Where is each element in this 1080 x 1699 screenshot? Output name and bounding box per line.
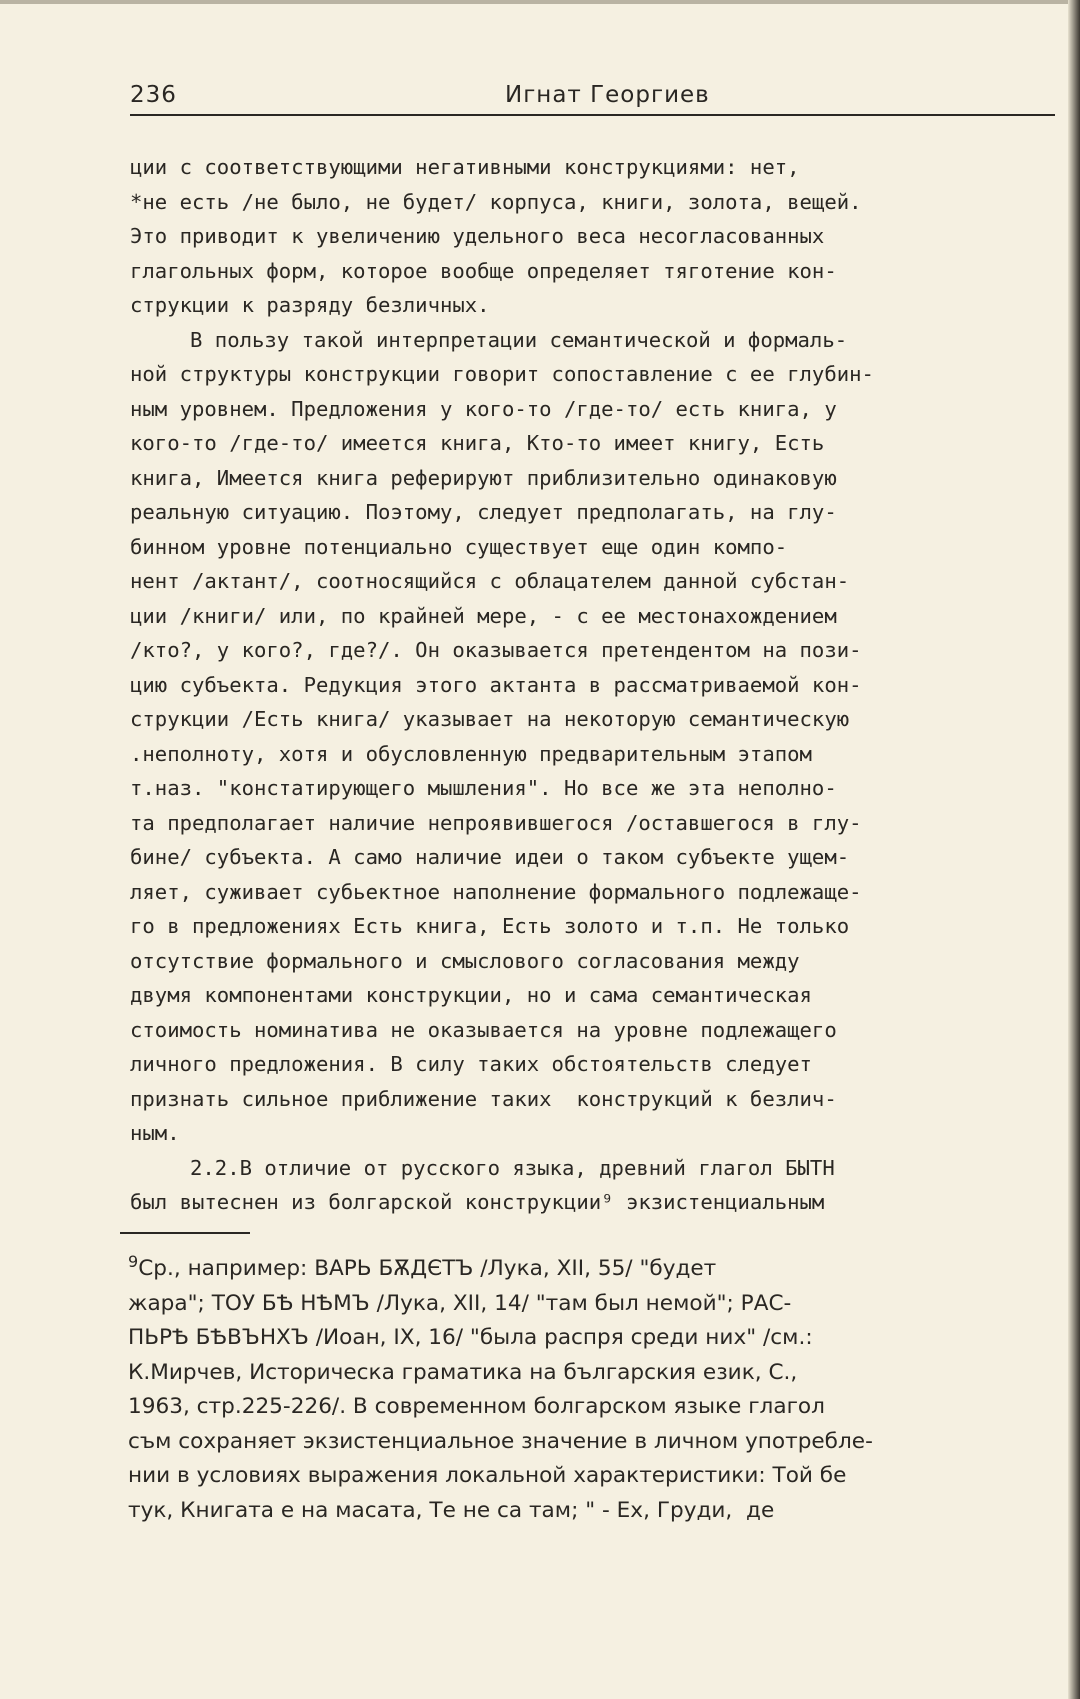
body-line: струкции к разряду безличных. bbox=[130, 293, 490, 317]
page-header bbox=[130, 80, 1055, 116]
top-scan-edge bbox=[0, 0, 1068, 4]
footnote-line: 1963, стр.225-226/. В современном болгарском языке глагол bbox=[128, 1394, 825, 1419]
body-line: ции с соответствующими негативными конструкциями: нет, bbox=[130, 155, 800, 179]
body-line: ции /книги/ или, по крайней мере, - с ее местонахождением bbox=[130, 603, 837, 628]
body-line: Это приводит к увеличению удельного веса несогласованных bbox=[130, 224, 825, 248]
body-line: /кто?, у кого?, где?/. Он оказывается претендентом на пози- bbox=[130, 638, 862, 662]
body-line: стоимость номинатива не оказывается на уровне подлежащего bbox=[130, 1017, 837, 1042]
body-line: ным. bbox=[130, 1121, 180, 1145]
footnote-line: нии в условиях выражения локальной характеристики: Той бе bbox=[128, 1463, 847, 1488]
body-line: признать сильное приближение таких конструкций к безлич- bbox=[130, 1086, 837, 1111]
body-line: личного предложения. В силу таких обстоятельств следует bbox=[130, 1052, 812, 1076]
body-line: го в предложениях Есть книга, Есть золото и т.п. Не только bbox=[130, 914, 850, 938]
footnote-line: ПЬРѢ БѢВЪНХЪ /Иоан, IX, 16/ "была распря среди них" /см.: bbox=[128, 1325, 813, 1350]
body-line: та предполагает наличие непроявившегося /оставшегося в глу- bbox=[130, 810, 862, 835]
body-text bbox=[130, 150, 1060, 1220]
body-line: ным уровнем. Предложения у кого-то /где-то/ есть книга, у bbox=[130, 396, 837, 421]
footnote-rule bbox=[120, 1232, 250, 1234]
body-line: В пользу такой интерпретации семантической и формаль- bbox=[190, 327, 848, 352]
footnote-line: К.Мирчев, Историческа граматика на българския език, С., bbox=[128, 1359, 798, 1385]
body-line: 2.2.В отличие от русского языка, древний глагол БЫТН bbox=[190, 1155, 835, 1180]
body-line: ной структуры конструкции говорит сопоставление с ее глубин- bbox=[130, 362, 874, 386]
body-line: нент /актант/, соотносящийся с облацателем данной субстан- bbox=[130, 569, 850, 593]
footnote-line-text: Ср., например: ВАРЬ БѪДЄТЪ /Лука, XII, 55/ "будет bbox=[138, 1256, 717, 1281]
page-number: 236 bbox=[130, 82, 177, 108]
body-line: бине/ субъекта. А само наличие идеи о таком субъекте ущем- bbox=[130, 845, 850, 869]
body-line: ляет, суживает субьектное наполнение формального подлежаще- bbox=[130, 879, 862, 904]
body-line: отсутствие формального и смыслового согласования между bbox=[130, 948, 800, 973]
footnote-line: тук, Книгата е на масата, Те не са там; " - Ех, Груди, де bbox=[128, 1497, 775, 1523]
body-line: т.наз. "констатирующего мышления". Но все же эта неполно- bbox=[130, 776, 837, 800]
body-line: реальную ситуацию. Поэтому, следует предполагать, на глу- bbox=[130, 500, 837, 524]
footnote-line: жара"; ТОУ БѢ НѢМЪ /Лука, XII, 14/ "там был немой"; РАС- bbox=[128, 1290, 792, 1316]
body-line: книга, Имеется книга реферируют приблизительно одинаковую bbox=[130, 465, 837, 490]
footnote-line bbox=[128, 1252, 1058, 1287]
page-spine-shadow bbox=[1068, 0, 1080, 1699]
footnote-line: съм сохраняет экзистенциальное значение в личном употребле- bbox=[128, 1428, 873, 1454]
footnote bbox=[128, 1252, 1058, 1528]
body-line: глагольных форм, которое вообще определяет тяготение кон- bbox=[130, 258, 837, 283]
running-head: Игнат Георгиев bbox=[505, 82, 710, 108]
body-line: кого-то /где-то/ имеется книга, Кто-то имеет книгу, Есть bbox=[130, 431, 825, 455]
body-line: струкции /Есть книга/ указывает на некоторую семантическую bbox=[130, 707, 850, 731]
footnote-mark: 9 bbox=[128, 1251, 139, 1271]
body-line: бинном уровне потенциально существует еще один компо- bbox=[130, 534, 788, 559]
body-line: двумя компонентами конструкции, но и сама семантическая bbox=[130, 983, 812, 1007]
body-line: *не есть /не было, не будет/ корпуса, книги, золота, вещей. bbox=[130, 189, 862, 214]
body-line: был вытеснен из болгарской конструкции⁹ экзистенциальным bbox=[130, 1190, 825, 1214]
body-line: цию субъекта. Редукция этого актанта в рассматриваемой кон- bbox=[130, 672, 862, 697]
body-line: .неполноту, хотя и обусловленную предварительным этапом bbox=[130, 741, 812, 766]
